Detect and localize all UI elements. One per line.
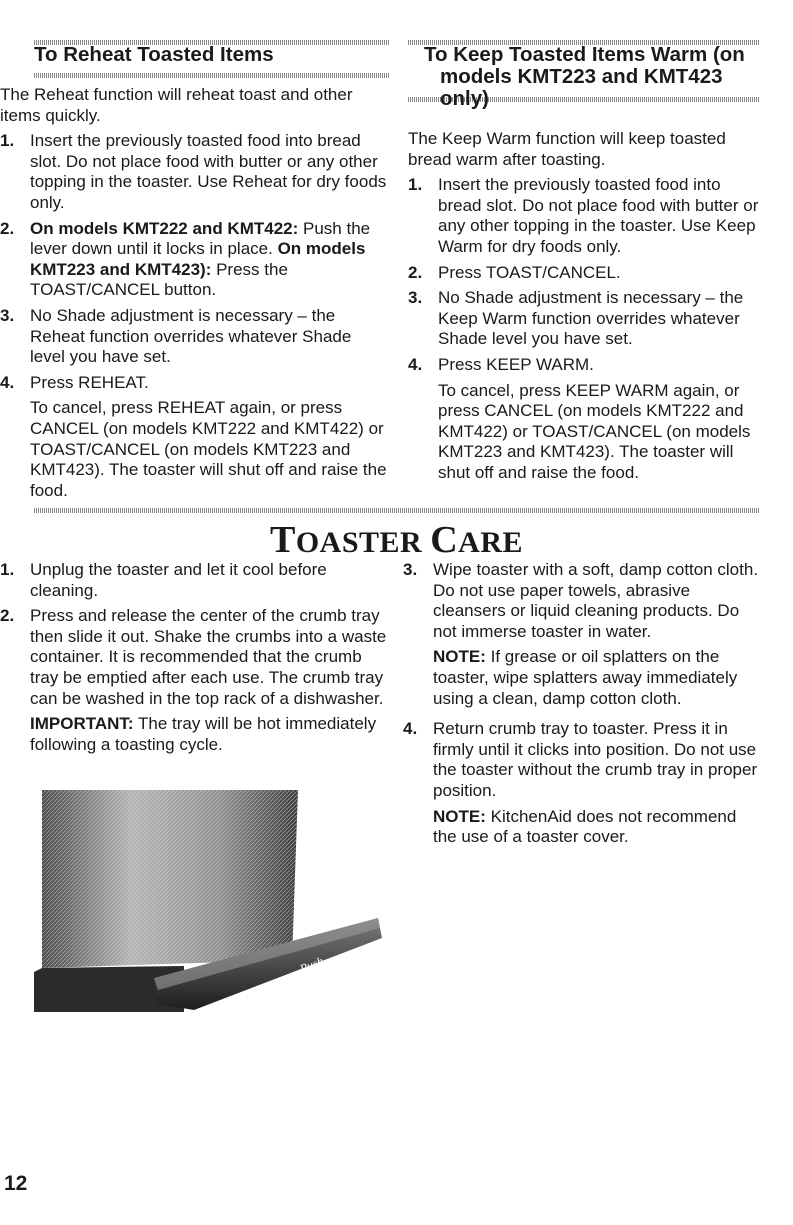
list-item	[0, 606, 392, 755]
reheat-section	[0, 44, 390, 506]
step-number: 1.	[408, 175, 423, 195]
title-initial: T	[269, 519, 296, 561]
step-number: 2.	[408, 262, 423, 282]
title-rest: OASTER	[295, 526, 423, 559]
note-text: KitchenAid does not recommend the use of a toaster cover.	[433, 806, 737, 847]
reheat-intro: The Reheat function will reheat toast and other items quickly.	[0, 85, 353, 125]
step-number: 3.	[0, 305, 15, 325]
step-number: 4.	[0, 372, 15, 392]
step-number: 3.	[408, 288, 423, 308]
step-text-part: Push the lever down until it locks in place.	[30, 218, 371, 259]
title-initial: C	[430, 519, 459, 561]
list-item	[408, 263, 760, 284]
step-number: 1.	[0, 131, 15, 151]
step-text: Press and release the center of the crumb tray then slide it out. Shake the crumbs into a waste container. It is recommended that the crumb tray be emptied after each use. The crumb tray can be washed in the top rack of a dishwasher.	[30, 606, 387, 708]
step-number: 4.	[403, 719, 418, 739]
care-steps-left	[0, 560, 392, 755]
step-text: No Shade adjustment is necessary – the Keep Warm function overrides whatever Shade level you have set.	[438, 288, 744, 349]
step-number: 3.	[403, 560, 418, 579]
step-text	[30, 219, 390, 301]
rule-care-divider	[34, 508, 760, 513]
reheat-steps	[0, 131, 390, 501]
crumb-tray-illustration	[34, 790, 394, 1030]
step-number: 2.	[0, 218, 15, 238]
model-label: On models KMT223 and KMT423):	[30, 239, 366, 279]
push-label: Push	[297, 953, 326, 976]
step-text: Press REHEAT.	[30, 372, 149, 392]
note-label: NOTE:	[433, 647, 486, 667]
note-label: IMPORTANT:	[30, 714, 134, 734]
keepwarm-section	[408, 44, 760, 489]
care-right-column	[403, 560, 763, 853]
note-label: NOTE:	[433, 806, 486, 826]
step-number: 1.	[0, 560, 15, 579]
step-text: No Shade adjustment is necessary – the Reheat function overrides whatever Shade level you have set.	[30, 305, 352, 367]
care-steps-right	[403, 560, 763, 848]
list-item	[408, 288, 760, 350]
keepwarm-title: To Keep Toasted Items Warm (on models KMT223 and KMT423 only)	[424, 43, 745, 110]
title-rest: ARE	[458, 526, 524, 559]
step-number: 2.	[0, 606, 15, 626]
step-text: Press TOAST/CANCEL.	[438, 262, 621, 282]
list-item	[0, 131, 390, 213]
step-number: 4.	[408, 354, 423, 374]
page-number: 12	[4, 1172, 28, 1195]
list-item	[0, 219, 390, 301]
keepwarm-steps	[408, 175, 760, 483]
list-item	[0, 560, 392, 601]
list-item	[408, 175, 760, 257]
list-item	[0, 306, 390, 368]
cover-note	[433, 807, 763, 848]
step-text: Press KEEP WARM.	[438, 354, 594, 374]
step-text: Return crumb tray to toaster. Press it in firmly until it clicks into position. Do not use the toaster without the crumb tray in proper position.	[433, 719, 758, 800]
keepwarm-intro: The Keep Warm function will keep toasted bread warm after toasting.	[408, 129, 726, 169]
step-subtext: To cancel, press KEEP WARM again, or press CANCEL (on models KMT222 and KMT422) or TOAST/CANCEL (on models KMT223 and KMT423). The toaster will shut off and raise the food.	[438, 380, 751, 482]
list-item	[408, 355, 760, 484]
list-item	[403, 719, 763, 848]
care-left-column	[0, 560, 392, 760]
step-subtext: To cancel, press REHEAT again, or press CANCEL (on models KMT222 and KMT422) or TOAST/CANCEL (on models KMT223 and KMT423). The toaster will shut off and raise the food.	[30, 398, 387, 500]
step-text: Wipe toaster with a soft, damp cotton cloth. Do not use paper towels, abrasive cleansers or liquid cleaning products. Do not immerse toaster in water.	[433, 560, 759, 641]
toaster-care-title	[0, 518, 793, 562]
step-text: Unplug the toaster and let it cool before cleaning.	[30, 560, 327, 600]
note-text: If grease or oil splatters on the toaster, wipe splatters away immediately using a clean, damp cotton cloth.	[433, 647, 738, 708]
step-text: Insert the previously toasted food into bread slot. Do not place food with butter or any other topping in the toaster. Use Reheat for dry foods only.	[30, 131, 387, 212]
reheat-title: To Reheat Toasted Items	[34, 43, 274, 66]
list-item	[0, 373, 390, 502]
note-text: The tray will be hot immediately following a toasting cycle.	[30, 714, 377, 754]
model-label: On models KMT222 and KMT422:	[30, 218, 299, 238]
step-text-part: Press the TOAST/CANCEL button.	[30, 259, 288, 300]
important-note	[30, 714, 392, 755]
step-text: Insert the previously toasted food into bread slot. Do not place food with butter or any other topping in the toaster. Use Keep Warm for dry foods only.	[438, 175, 759, 256]
grease-note	[433, 647, 763, 709]
list-item	[403, 560, 763, 709]
